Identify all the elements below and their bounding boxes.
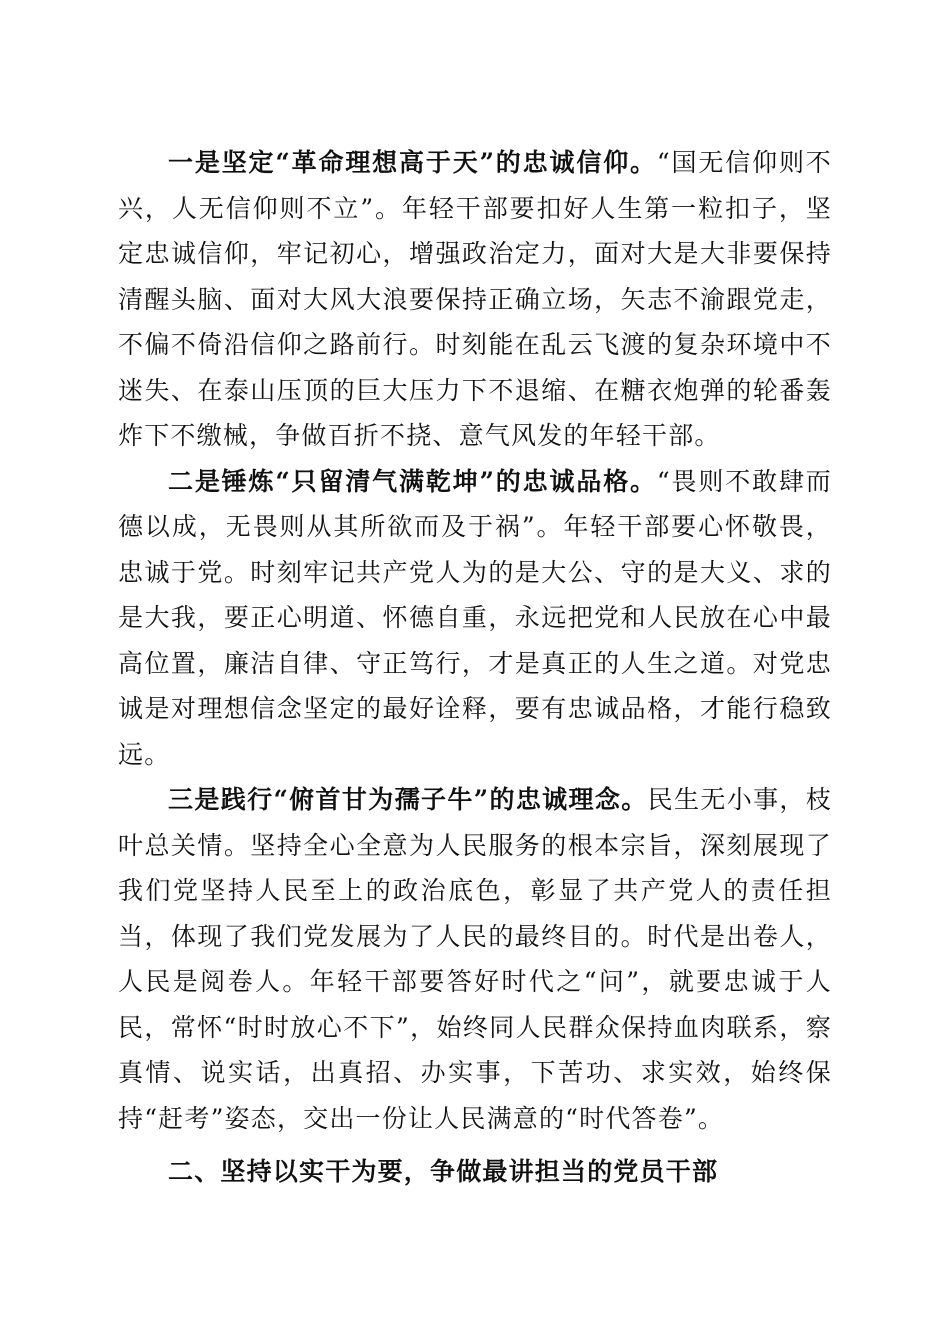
document-page (118, 140, 832, 1195)
paragraph-body: “国无信仰则不兴，人无信仰则不立”。年轻干部要扣好人生第一粒扣子，坚定忠诚信仰，牢记初心，增强政治定力，面对大是大非要保持清醒头脑、面对大风大浪要保持正确立场，矢志不渝跟党走，不偏不倚沿信仰之路前行。时刻能在乱云飞渡的复杂环境中不迷失、在泰山压顶的巨大压力下不退缩、在糖衣炮弹的轮番轰炸下不缴械，争做百折不挠、意气风发的年轻干部。 (118, 148, 833, 450)
paragraph-lead: 二是锤炼“只留清气满乾坤”的忠诚品格。 (168, 466, 657, 496)
paragraph-loyal-belief (118, 140, 832, 459)
paragraph-lead: 三是践行“俯首甘为孺子牛”的忠诚理念。 (168, 785, 648, 814)
paragraph-loyal-philosophy (118, 777, 832, 1141)
paragraph-body: “畏则不敢肆而德以成，无畏则从其所欲而及于祸”。年轻干部要心怀敬畏，忠诚于党。时刻牢记共产党人为的是大公、守的是大义、求的是大我，要正心明道、怀德自重，永远把党和人民放在心中最高位置，廉洁自律、守正笃行，才是真正的人生之道。对党忠诚是对理想信念坚定的最好诠释，要有忠诚品格，才能行稳致远。 (118, 466, 833, 769)
section-heading: 二、坚持以实干为要，争做最讲担当的党员干部 (168, 1157, 719, 1186)
paragraph-body: 民生无小事，枝叶总关情。坚持全心全意为人民服务的根本宗旨，深刻展现了我们党坚持人民至上的政治底色，彰显了共产党人的责任担当，体现了我们党发展为了人民的最终目的。时代是出卷人，人民是阅卷人。年轻干部要答好时代之“问”，就要忠诚于人民，常怀“时时放心不下”，始终同人民群众保持血肉联系，察真情、说实话，出真招、办实事，下苦功、求实效，始终保持“赶考”姿态，交出一份让人民满意的“时代答卷”。 (118, 785, 832, 1133)
paragraph-lead: 一是坚定“革命理想高于天”的忠诚信仰。 (168, 148, 657, 177)
paragraph-loyal-character (118, 459, 832, 778)
